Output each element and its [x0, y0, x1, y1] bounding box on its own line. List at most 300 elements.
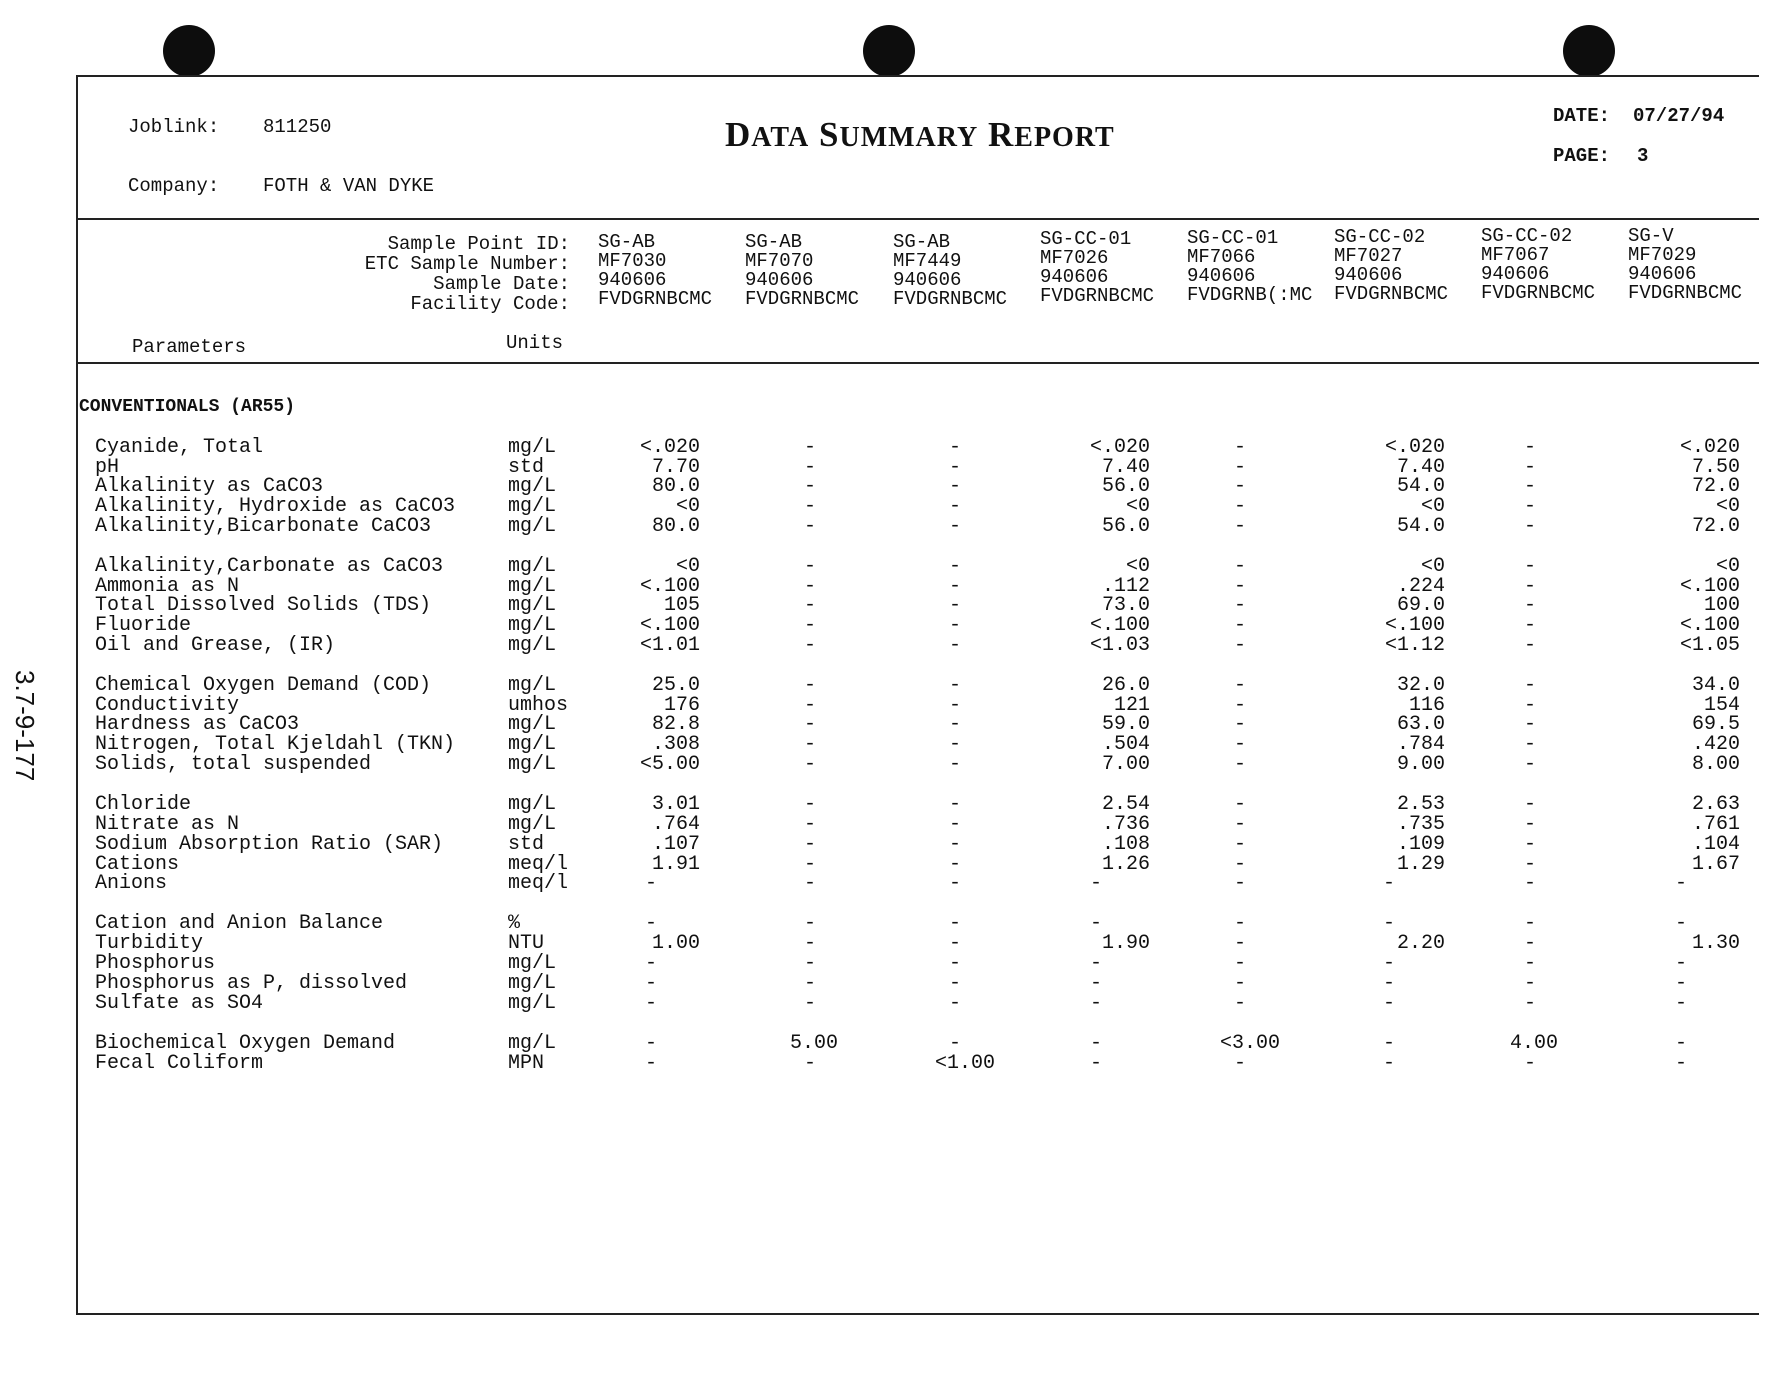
value-cell: 2.63 — [1691, 793, 1740, 816]
value-cell: - — [1523, 456, 1536, 479]
value-cell: 80.0 — [651, 475, 700, 498]
parameter-name: Nitrate as N — [95, 813, 240, 836]
value-cell: <1.00 — [935, 1052, 996, 1075]
value-cell: - — [1233, 793, 1246, 816]
unit-cell: mg/L — [508, 753, 557, 776]
value-cell: 2.20 — [1396, 932, 1445, 955]
parameter-name: Phosphorus — [95, 952, 216, 975]
value-cell: - — [1233, 436, 1246, 459]
facility-code-label: Facility Code: — [410, 293, 570, 315]
table-row — [0, 934, 1783, 954]
unit-cell: meq/l — [508, 872, 569, 895]
value-cell: <1.05 — [1679, 634, 1740, 657]
table-row — [0, 715, 1783, 735]
company-value: FOTH & VAN DYKE — [263, 175, 435, 197]
table-row — [0, 557, 1783, 577]
value-cell: <.100 — [1089, 614, 1150, 637]
value-cell: - — [1233, 972, 1246, 995]
value-cell: 56.0 — [1101, 475, 1150, 498]
value-cell: 69.5 — [1691, 713, 1740, 736]
parameter-name: Turbidity — [95, 932, 204, 955]
value-cell: .112 — [1101, 575, 1150, 598]
value-cell: - — [1523, 992, 1536, 1015]
page-title: DATA SUMMARY REPORT — [725, 115, 1115, 154]
parameter-name: Alkalinity,Carbonate as CaCO3 — [95, 555, 444, 578]
value-cell: 1.00 — [651, 932, 700, 955]
value-cell: 25.0 — [651, 674, 700, 697]
value-cell: 1.26 — [1101, 853, 1150, 876]
value-cell: .504 — [1101, 733, 1150, 756]
value-cell: - — [1233, 495, 1246, 518]
value-cell: - — [1233, 575, 1246, 598]
value-cell: - — [803, 872, 816, 895]
unit-cell: mg/L — [508, 713, 557, 736]
value-cell: - — [1383, 972, 1396, 995]
value-cell: - — [1523, 813, 1536, 836]
page-label: PAGE: — [1553, 145, 1611, 167]
value-cell: 5.00 — [790, 1032, 839, 1055]
parameter-name: Sulfate as SO4 — [95, 992, 264, 1015]
unit-cell: MPN — [508, 1052, 545, 1075]
value-cell: - — [948, 594, 961, 617]
value-cell: 63.0 — [1396, 713, 1445, 736]
value-cell: - — [803, 793, 816, 816]
unit-cell: mg/L — [508, 793, 557, 816]
value-cell: - — [803, 456, 816, 479]
unit-cell: mg/L — [508, 733, 557, 756]
value-cell: .764 — [651, 813, 700, 836]
unit-cell: mg/L — [508, 614, 557, 637]
value-cell: - — [645, 1032, 658, 1055]
value-cell: - — [803, 555, 816, 578]
value-cell: - — [1383, 1052, 1396, 1075]
value-cell: - — [948, 753, 961, 776]
value-cell: - — [948, 713, 961, 736]
value-cell: - — [1523, 674, 1536, 697]
value-cell: - — [948, 694, 961, 717]
value-cell: 176 — [663, 694, 700, 717]
value-cell: <0 — [675, 555, 700, 578]
value-cell: - — [803, 753, 816, 776]
table-row — [0, 815, 1783, 835]
value-cell: 9.00 — [1396, 753, 1445, 776]
value-cell: - — [1233, 634, 1246, 657]
value-cell: - — [645, 912, 658, 935]
sample-point-label: Sample Point ID: — [387, 233, 570, 255]
value-cell: - — [1523, 872, 1536, 895]
value-cell: - — [645, 952, 658, 975]
value-cell: - — [803, 972, 816, 995]
value-cell: - — [948, 872, 961, 895]
value-cell: - — [803, 634, 816, 657]
value-cell: <.100 — [1384, 614, 1445, 637]
value-cell: - — [948, 634, 961, 657]
parameter-name: Cyanide, Total — [95, 436, 264, 459]
unit-cell: mg/L — [508, 555, 557, 578]
value-cell: - — [1675, 872, 1688, 895]
value-cell: - — [948, 793, 961, 816]
value-cell: - — [1523, 495, 1536, 518]
value-cell: 32.0 — [1396, 674, 1445, 697]
value-cell: .107 — [651, 833, 700, 856]
value-cell: - — [1233, 614, 1246, 637]
value-cell: 1.67 — [1691, 853, 1740, 876]
page-value: 3 — [1637, 145, 1649, 167]
unit-cell: meq/l — [508, 853, 569, 876]
value-cell: - — [948, 972, 961, 995]
value-cell: - — [1233, 733, 1246, 756]
joblink-label: Joblink: — [128, 116, 220, 138]
parameter-name: Hardness as CaCO3 — [95, 713, 300, 736]
value-cell: <.100 — [1679, 614, 1740, 637]
value-cell: 100 — [1703, 594, 1740, 617]
value-cell: 69.0 — [1396, 594, 1445, 617]
table-row — [0, 874, 1783, 894]
unit-cell: mg/L — [508, 475, 557, 498]
parameter-name: Ammonia as N — [95, 575, 240, 598]
table-row — [0, 994, 1783, 1014]
punch-hole-right — [1563, 25, 1615, 77]
value-cell: <.100 — [639, 575, 700, 598]
value-cell: - — [1090, 872, 1103, 895]
value-cell: - — [948, 475, 961, 498]
value-cell: <5.00 — [639, 753, 700, 776]
value-cell: <.100 — [1679, 575, 1740, 598]
value-cell: - — [948, 733, 961, 756]
table-row — [0, 616, 1783, 636]
value-cell: - — [948, 952, 961, 975]
value-cell: 34.0 — [1691, 674, 1740, 697]
value-cell: - — [1523, 436, 1536, 459]
value-cell: .761 — [1691, 813, 1740, 836]
value-cell: - — [1233, 674, 1246, 697]
value-cell: - — [948, 992, 961, 1015]
value-cell: - — [803, 495, 816, 518]
value-cell: - — [803, 912, 816, 935]
value-cell: - — [1675, 1032, 1688, 1055]
value-cell: - — [1090, 1032, 1103, 1055]
table-row — [0, 636, 1783, 656]
unit-cell: mg/L — [508, 813, 557, 836]
value-cell: 72.0 — [1691, 515, 1740, 538]
value-cell: .109 — [1396, 833, 1445, 856]
value-cell: - — [948, 515, 961, 538]
section-title: CONVENTIONALS (AR55) — [79, 397, 296, 417]
value-cell: 72.0 — [1691, 475, 1740, 498]
sample-column: SG-V MF7029 940606 FVDGRNBCMC — [1628, 225, 1743, 304]
value-cell: 1.91 — [651, 853, 700, 876]
value-cell: - — [1523, 634, 1536, 657]
value-cell: 154 — [1703, 694, 1740, 717]
value-cell: - — [948, 495, 961, 518]
parameter-name: Solids, total suspended — [95, 753, 372, 776]
value-cell: - — [803, 674, 816, 697]
parameters-label: Parameters — [132, 336, 247, 358]
value-cell: - — [1233, 952, 1246, 975]
value-cell: 105 — [663, 594, 700, 617]
value-cell: .735 — [1396, 813, 1445, 836]
value-cell: 7.70 — [651, 456, 700, 479]
value-cell: - — [1233, 555, 1246, 578]
unit-cell: mg/L — [508, 1032, 557, 1055]
value-cell: - — [1675, 972, 1688, 995]
value-cell: - — [948, 932, 961, 955]
value-cell: .736 — [1101, 813, 1150, 836]
unit-cell: mg/L — [508, 495, 557, 518]
value-cell: 7.50 — [1691, 456, 1740, 479]
value-cell: - — [1523, 555, 1536, 578]
table-row — [0, 1054, 1783, 1074]
value-cell: - — [948, 912, 961, 935]
table-row — [0, 974, 1783, 994]
value-cell: - — [1233, 594, 1246, 617]
value-cell: <0 — [1125, 555, 1150, 578]
parameter-name: Alkalinity as CaCO3 — [95, 475, 324, 498]
parameter-name: Nitrogen, Total Kjeldahl (TKN) — [95, 733, 456, 756]
side-note: 3.7-9-177 — [10, 670, 40, 782]
value-cell: 3.01 — [651, 793, 700, 816]
sample-column: SG-AB MF7449 940606 FVDGRNBCMC — [893, 231, 1008, 310]
value-cell: 82.8 — [651, 713, 700, 736]
date-label: DATE: — [1553, 105, 1611, 127]
parameter-name: Conductivity — [95, 694, 240, 717]
value-cell: - — [803, 713, 816, 736]
divider-columns — [76, 362, 1759, 364]
unit-cell: std — [508, 456, 545, 479]
sample-column: SG-CC-02 MF7027 940606 FVDGRNBCMC — [1334, 226, 1449, 305]
value-cell: 7.40 — [1101, 456, 1150, 479]
value-cell: - — [803, 694, 816, 717]
value-cell: 1.30 — [1691, 932, 1740, 955]
parameter-name: Anions — [95, 872, 168, 895]
unit-cell: std — [508, 833, 545, 856]
value-cell: - — [645, 872, 658, 895]
value-cell: 116 — [1408, 694, 1445, 717]
parameter-name: Cation and Anion Balance — [95, 912, 384, 935]
value-cell: - — [1523, 694, 1536, 717]
value-cell: - — [645, 1052, 658, 1075]
unit-cell: mg/L — [508, 575, 557, 598]
parameter-name: Phosphorus as P, dissolved — [95, 972, 408, 995]
value-cell: - — [803, 853, 816, 876]
value-cell: - — [1523, 912, 1536, 935]
value-cell: - — [948, 436, 961, 459]
value-cell: - — [1383, 992, 1396, 1015]
value-cell: - — [803, 952, 816, 975]
value-cell: - — [1523, 1052, 1536, 1075]
table-row — [0, 517, 1783, 537]
value-cell: <0 — [675, 495, 700, 518]
value-cell: - — [1233, 515, 1246, 538]
unit-cell: mg/L — [508, 674, 557, 697]
value-cell: 73.0 — [1101, 594, 1150, 617]
value-cell: .420 — [1691, 733, 1740, 756]
value-cell: 1.29 — [1396, 853, 1445, 876]
value-cell: <1.12 — [1384, 634, 1445, 657]
table-row — [0, 477, 1783, 497]
value-cell: - — [1090, 972, 1103, 995]
table-row — [0, 954, 1783, 974]
unit-cell: umhos — [508, 694, 569, 717]
unit-cell: % — [508, 912, 521, 935]
value-cell: - — [1233, 1052, 1246, 1075]
value-cell: - — [1233, 475, 1246, 498]
parameter-name: Alkalinity,Bicarbonate CaCO3 — [95, 515, 432, 538]
date-value: 07/27/94 — [1633, 105, 1725, 127]
value-cell: .108 — [1101, 833, 1150, 856]
value-cell: - — [1523, 833, 1536, 856]
table-row — [0, 735, 1783, 755]
value-cell: - — [1523, 793, 1536, 816]
table-row — [0, 914, 1783, 934]
value-cell: - — [803, 992, 816, 1015]
value-cell: - — [1675, 1052, 1688, 1075]
unit-cell: mg/L — [508, 594, 557, 617]
value-cell: 56.0 — [1101, 515, 1150, 538]
value-cell: - — [1090, 992, 1103, 1015]
value-cell: - — [1675, 912, 1688, 935]
value-cell: - — [1090, 952, 1103, 975]
unit-cell: mg/L — [508, 992, 557, 1015]
value-cell: - — [1523, 515, 1536, 538]
sample-date-label: Sample Date: — [433, 273, 570, 295]
table-row — [0, 676, 1783, 696]
value-cell: - — [1233, 753, 1246, 776]
value-cell: - — [948, 555, 961, 578]
value-cell: 59.0 — [1101, 713, 1150, 736]
unit-cell: NTU — [508, 932, 545, 955]
etc-sample-label: ETC Sample Number: — [364, 253, 570, 275]
value-cell: - — [803, 515, 816, 538]
value-cell: - — [803, 614, 816, 637]
value-cell: 8.00 — [1691, 753, 1740, 776]
value-cell: - — [948, 813, 961, 836]
value-cell: <0 — [1125, 495, 1150, 518]
parameter-name: pH — [95, 456, 120, 479]
value-cell: <0 — [1715, 555, 1740, 578]
value-cell: 121 — [1113, 694, 1150, 717]
value-cell: - — [1523, 932, 1536, 955]
value-cell: <.020 — [639, 436, 700, 459]
value-cell: <1.01 — [639, 634, 700, 657]
value-cell: 2.53 — [1396, 793, 1445, 816]
divider-header — [76, 218, 1759, 220]
value-cell: - — [948, 833, 961, 856]
unit-cell: mg/L — [508, 515, 557, 538]
value-cell: - — [1523, 753, 1536, 776]
table-row — [0, 438, 1783, 458]
value-cell: - — [803, 833, 816, 856]
value-cell: - — [803, 1052, 816, 1075]
sample-column: SG-CC-01 MF7026 940606 FVDGRNBCMC — [1040, 228, 1155, 307]
value-cell: - — [803, 733, 816, 756]
value-cell: - — [803, 436, 816, 459]
value-cell: - — [1233, 932, 1246, 955]
value-cell: - — [1233, 813, 1246, 836]
value-cell: 26.0 — [1101, 674, 1150, 697]
parameter-name: Alkalinity, Hydroxide as CaCO3 — [95, 495, 456, 518]
value-cell: 54.0 — [1396, 515, 1445, 538]
value-cell: <1.03 — [1089, 634, 1150, 657]
table-row — [0, 755, 1783, 775]
unit-cell: mg/L — [508, 634, 557, 657]
value-cell: - — [1523, 972, 1536, 995]
value-cell: - — [1233, 694, 1246, 717]
value-cell: <0 — [1715, 495, 1740, 518]
parameter-name: Fluoride — [95, 614, 192, 637]
value-cell: 2.54 — [1101, 793, 1150, 816]
punch-hole-center — [863, 25, 915, 77]
unit-cell: mg/L — [508, 972, 557, 995]
value-cell: <.020 — [1679, 436, 1740, 459]
value-cell: - — [1383, 952, 1396, 975]
company-label: Company: — [128, 175, 220, 197]
value-cell: - — [1523, 952, 1536, 975]
value-cell: .104 — [1691, 833, 1740, 856]
value-cell: 4.00 — [1510, 1032, 1559, 1055]
value-cell: - — [1383, 872, 1396, 895]
value-cell: - — [1383, 912, 1396, 935]
value-cell: - — [948, 456, 961, 479]
value-cell: - — [1383, 1032, 1396, 1055]
value-cell: 1.90 — [1101, 932, 1150, 955]
value-cell: <0 — [1420, 555, 1445, 578]
value-cell: - — [803, 594, 816, 617]
value-cell: - — [1090, 1052, 1103, 1075]
table-row — [0, 497, 1783, 517]
punch-hole-left — [163, 25, 215, 77]
parameter-name: Chloride — [95, 793, 192, 816]
parameter-name: Chemical Oxygen Demand (COD) — [95, 674, 432, 697]
value-cell: - — [1523, 733, 1536, 756]
value-cell: - — [948, 614, 961, 637]
value-cell: - — [1675, 952, 1688, 975]
table-row — [0, 1034, 1783, 1054]
value-cell: - — [1523, 575, 1536, 598]
value-cell: - — [948, 1032, 961, 1055]
value-cell: - — [645, 972, 658, 995]
table-row — [0, 795, 1783, 815]
value-cell: - — [948, 853, 961, 876]
value-cell: <.020 — [1089, 436, 1150, 459]
parameter-name: Biochemical Oxygen Demand — [95, 1032, 396, 1055]
value-cell: - — [1233, 853, 1246, 876]
value-cell: <.020 — [1384, 436, 1445, 459]
value-cell: - — [803, 475, 816, 498]
value-cell: <0 — [1420, 495, 1445, 518]
value-cell: - — [1523, 594, 1536, 617]
value-cell: - — [1523, 853, 1536, 876]
value-cell: - — [1233, 912, 1246, 935]
parameter-name: Sodium Absorption Ratio (SAR) — [95, 833, 444, 856]
value-cell: <.100 — [639, 614, 700, 637]
value-cell: <3.00 — [1220, 1032, 1281, 1055]
parameter-name: Fecal Coliform — [95, 1052, 264, 1075]
table-row — [0, 596, 1783, 616]
value-cell: 54.0 — [1396, 475, 1445, 498]
value-cell: - — [1523, 475, 1536, 498]
sample-column: SG-CC-02 MF7067 940606 FVDGRNBCMC — [1481, 225, 1596, 304]
table-row — [0, 835, 1783, 855]
value-cell: - — [1090, 912, 1103, 935]
value-cell: - — [1233, 713, 1246, 736]
parameter-name: Oil and Grease, (IR) — [95, 634, 336, 657]
joblink-value: 811250 — [263, 116, 332, 138]
value-cell: - — [645, 992, 658, 1015]
value-cell: .224 — [1396, 575, 1445, 598]
unit-cell: mg/L — [508, 952, 557, 975]
unit-cell: mg/L — [508, 436, 557, 459]
